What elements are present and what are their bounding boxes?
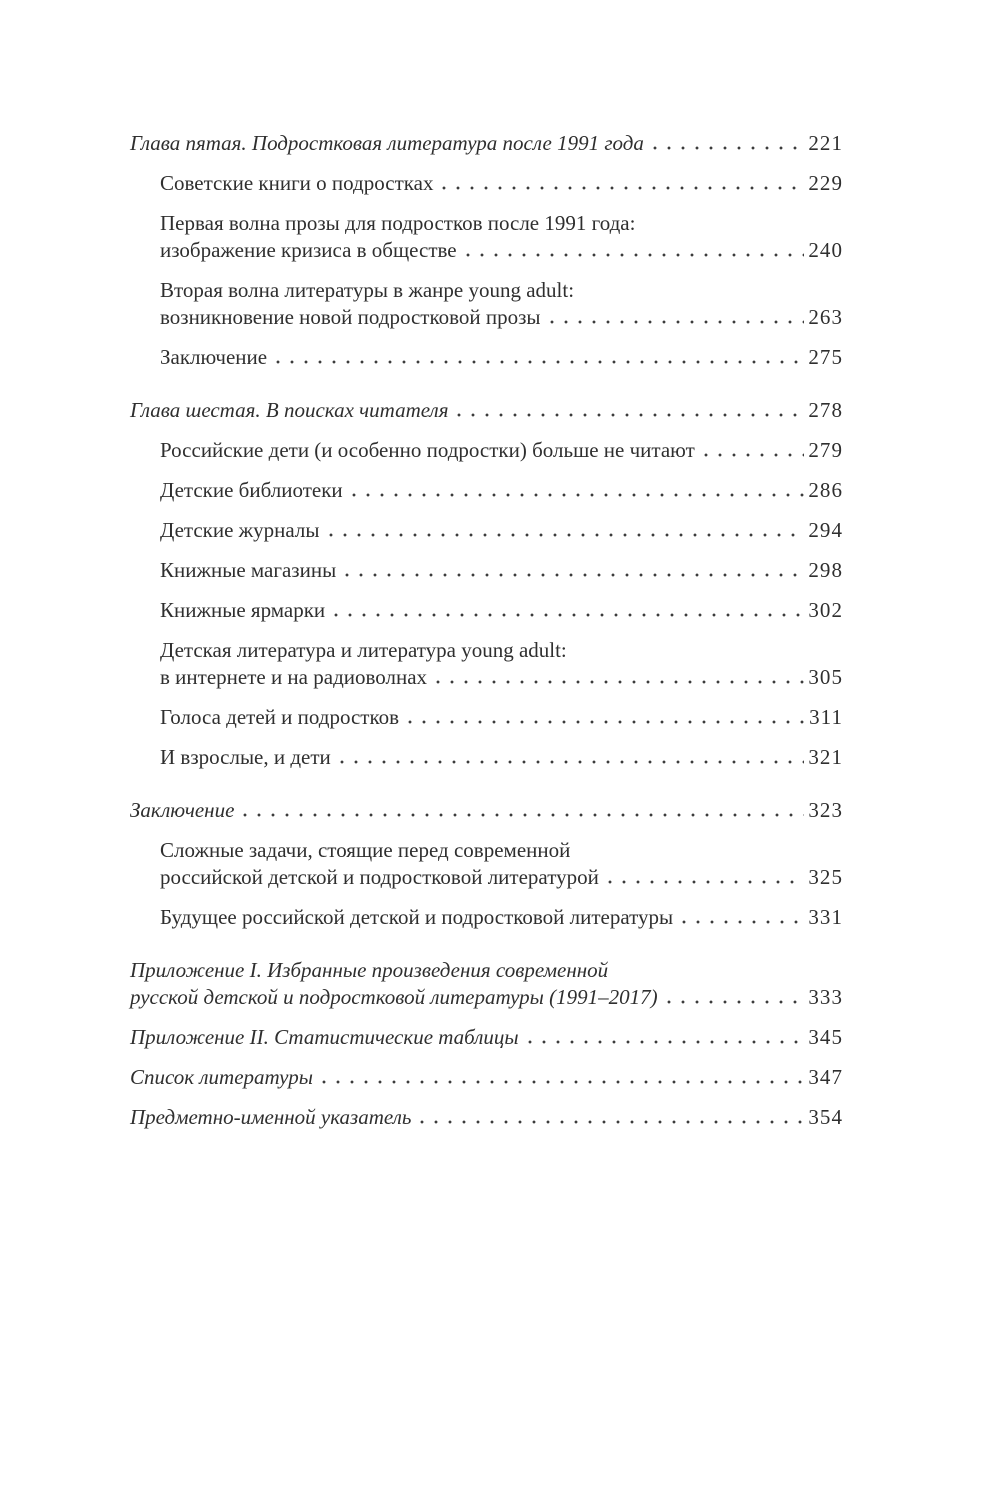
toc-entry-line: Приложение I. Избранные произведения современной	[130, 958, 609, 982]
toc-entry-title: Предметно-именной указатель	[130, 1105, 412, 1129]
toc-entry-title: российской детской и подростковой литературой	[160, 865, 599, 889]
toc-entry-title: Список литературы	[130, 1065, 313, 1089]
toc-entry-last-line	[160, 864, 843, 891]
page-number: 305	[808, 665, 843, 689]
toc-entry-last-line	[160, 477, 843, 504]
dot-leader	[322, 1080, 804, 1084]
toc-entry-last-line	[160, 704, 843, 731]
toc-entry	[130, 597, 843, 624]
page-number: 298	[808, 558, 843, 582]
dot-leader	[528, 1040, 805, 1044]
page-number: 321	[808, 745, 843, 769]
dot-leader	[352, 493, 805, 497]
toc-entry	[130, 1024, 843, 1051]
toc-entry-title: Будущее российской детской и подростковой литературы	[160, 905, 674, 929]
toc-entry-line: Детская литература и литература young adult:	[160, 638, 567, 662]
toc-entry-last-line	[130, 130, 843, 157]
page-number: 278	[808, 398, 843, 422]
dot-leader	[276, 360, 804, 364]
toc-entry	[130, 477, 843, 504]
toc-entry-last-line	[160, 437, 843, 464]
dot-leader	[340, 760, 805, 764]
page-number: 221	[808, 131, 843, 155]
toc-entry-last-line	[160, 557, 843, 584]
toc-entry-title: Книжные ярмарки	[160, 598, 326, 622]
toc-entry	[130, 170, 843, 197]
toc-entry	[130, 130, 843, 157]
dot-leader	[682, 920, 804, 924]
toc-entry	[130, 277, 843, 331]
toc-entry	[130, 344, 843, 371]
toc-entry-last-line	[130, 1024, 843, 1051]
toc-entry-last-line	[160, 304, 843, 331]
toc-entry	[130, 517, 843, 544]
toc-entry-last-line	[160, 237, 843, 264]
page-number: 333	[808, 985, 843, 1009]
toc-entry-title: Глава пятая. Подростковая литература после 1991 года	[130, 131, 644, 155]
page-number: 279	[808, 438, 843, 462]
toc-entry	[130, 637, 843, 691]
toc-entry-last-line	[160, 664, 843, 691]
page-number: 240	[808, 238, 843, 262]
toc-entry	[130, 437, 843, 464]
page-number: 354	[808, 1105, 843, 1129]
toc-entry-last-line	[160, 744, 843, 771]
toc-entry	[130, 557, 843, 584]
dot-leader	[442, 186, 804, 190]
page-number: 323	[808, 798, 843, 822]
dot-leader	[466, 253, 805, 257]
toc-entry	[130, 904, 843, 931]
toc-entry-last-line	[130, 1064, 843, 1091]
toc-entry	[130, 210, 843, 264]
toc-entry-title: Глава шестая. В поисках читателя	[130, 398, 449, 422]
dot-leader	[436, 680, 804, 684]
page-number: 294	[808, 518, 843, 542]
toc-entry-title: Детские журналы	[160, 518, 320, 542]
table-of-contents	[130, 130, 843, 1131]
toc-entry	[130, 957, 843, 1011]
dot-leader	[608, 880, 805, 884]
toc-entry-line: Сложные задачи, стоящие перед современной	[160, 838, 571, 862]
page-number: 302	[808, 598, 843, 622]
toc-entry-line: Первая волна прозы для подростков после 1991 года:	[160, 211, 636, 235]
toc-entry-last-line	[160, 170, 843, 197]
toc-entry-title: Заключение	[130, 798, 235, 822]
toc-entry-title: Российские дети (и особенно подростки) больше не читают	[160, 438, 695, 462]
toc-entry	[130, 704, 843, 731]
toc-entry-title: И взрослые, и дети	[160, 745, 331, 769]
page-number: 345	[808, 1025, 843, 1049]
dot-leader	[408, 720, 805, 724]
page-number: 325	[808, 865, 843, 889]
toc-entry-title: Книжные магазины	[160, 558, 337, 582]
page-number: 263	[808, 305, 843, 329]
page-number: 311	[809, 705, 843, 729]
toc-entry	[130, 397, 843, 424]
dot-leader	[420, 1120, 804, 1124]
toc-entry-last-line	[130, 397, 843, 424]
toc-entry-title: возникновение новой подростковой прозы	[160, 305, 541, 329]
dot-leader	[345, 573, 804, 577]
toc-entry-title: Советские книги о подростках	[160, 171, 434, 195]
toc-entry-title: Заключение	[160, 345, 268, 369]
toc-entry-line: Вторая волна литературы в жанре young adult:	[160, 278, 575, 302]
toc-entry-title: изображение кризиса в обществе	[160, 238, 457, 262]
dot-leader	[334, 613, 804, 617]
dot-leader	[550, 320, 805, 324]
toc-entry-last-line	[130, 797, 843, 824]
toc-entry	[130, 744, 843, 771]
toc-entry-last-line	[160, 904, 843, 931]
toc-entry-last-line	[160, 517, 843, 544]
dot-leader	[667, 1000, 805, 1004]
toc-entry-title: Голоса детей и подростков	[160, 705, 400, 729]
toc-entry	[130, 1064, 843, 1091]
toc-entry	[130, 837, 843, 891]
page-number: 286	[808, 478, 843, 502]
toc-entry-last-line	[130, 1104, 843, 1131]
dot-leader	[243, 813, 804, 817]
toc-entry	[130, 1104, 843, 1131]
toc-entry-last-line	[160, 344, 843, 371]
dot-leader	[457, 413, 804, 417]
page-number: 347	[808, 1065, 843, 1089]
toc-entry	[130, 797, 843, 824]
dot-leader	[329, 533, 805, 537]
toc-entry-title: Детские библиотеки	[160, 478, 343, 502]
toc-entry-title: русской детской и подростковой литературы (1991–2017)	[130, 985, 658, 1009]
toc-entry-last-line	[160, 597, 843, 624]
page-number: 331	[808, 905, 843, 929]
toc-entry-title: Приложение II. Статистические таблицы	[130, 1025, 519, 1049]
page-number: 229	[808, 171, 843, 195]
dot-leader	[653, 146, 804, 150]
page-number: 275	[808, 345, 843, 369]
toc-entry-last-line	[130, 984, 843, 1011]
toc-entry-title: в интернете и на радиоволнах	[160, 665, 428, 689]
dot-leader	[704, 453, 805, 457]
